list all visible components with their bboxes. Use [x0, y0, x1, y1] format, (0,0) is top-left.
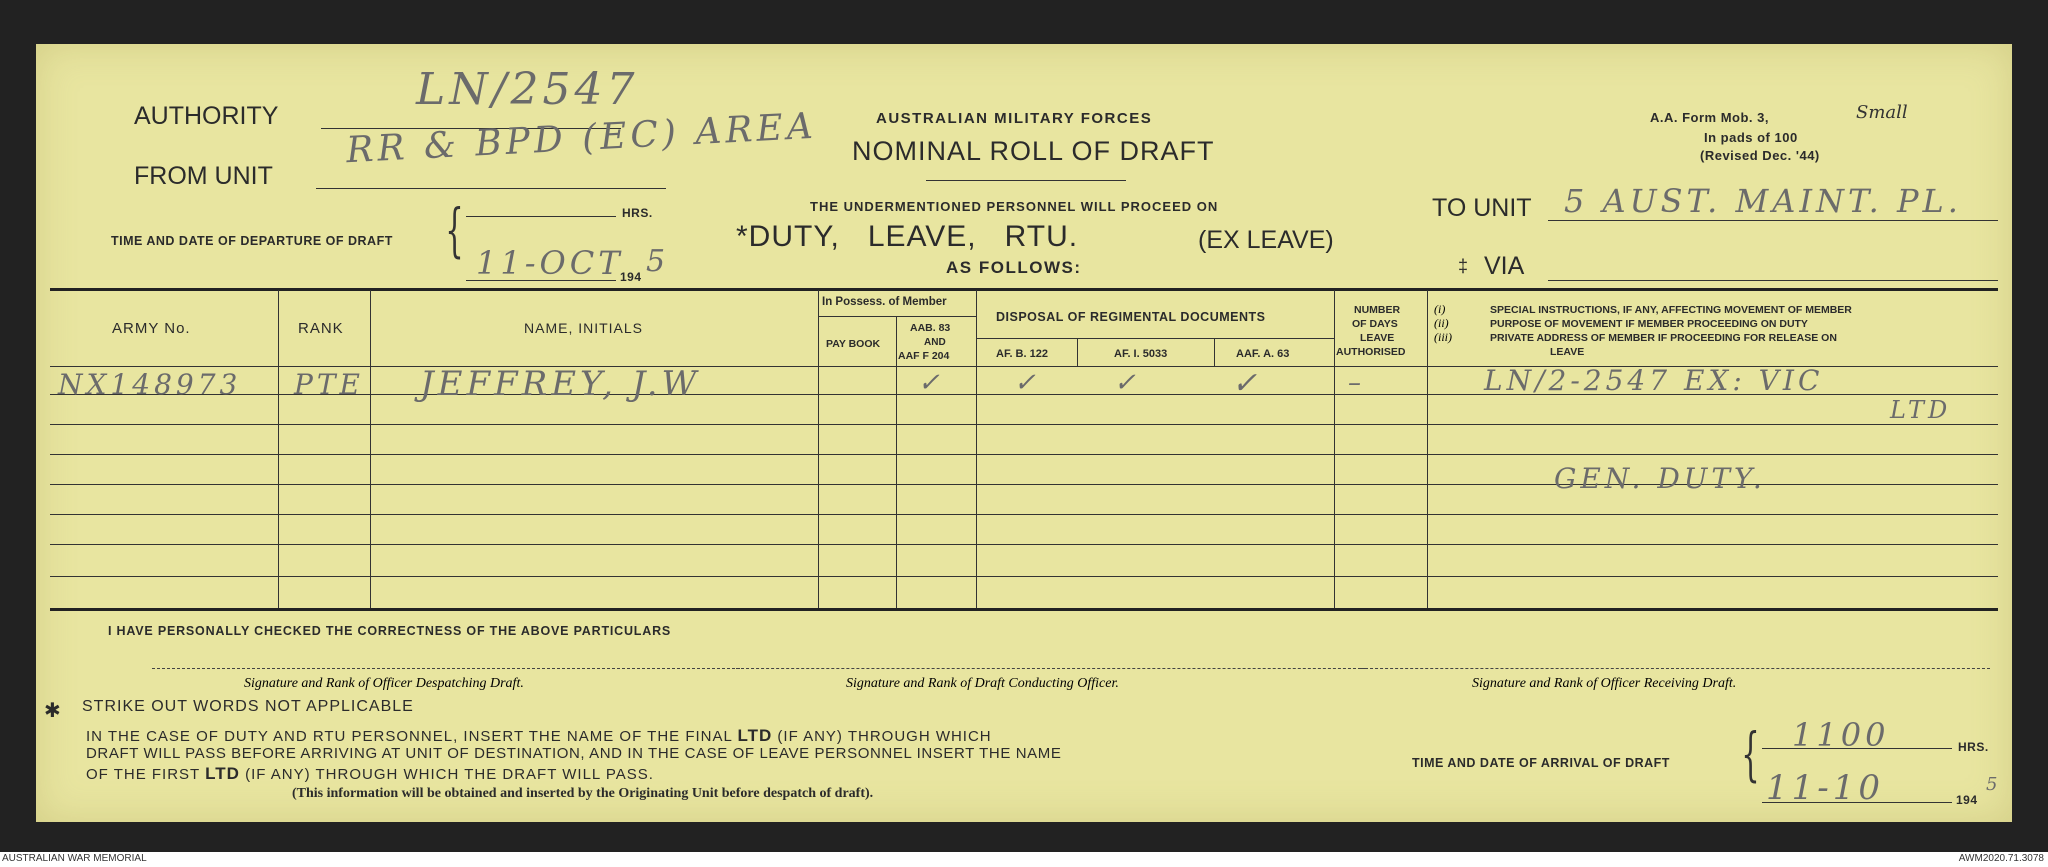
- header-aab83: AAB. 83: [910, 322, 951, 334]
- from-unit-value: RR & BPD (EC) AREA: [345, 105, 818, 172]
- cell-army-no: NX148973: [58, 368, 242, 401]
- header-instr-2: PURPOSE OF MOVEMENT IF MEMBER PROCEEDING ON DUTY: [1490, 318, 1808, 330]
- instruction-para-1a: IN THE CASE OF DUTY AND RTU PERSONNEL, INSERT THE NAME OF THE FINAL: [86, 728, 733, 745]
- cell-afb122: ✓: [1014, 368, 1040, 398]
- col-line: [278, 290, 279, 608]
- cell-purpose: GEN. DUTY.: [1554, 462, 1766, 495]
- form-number: A.A. Form Mob. 3,: [1650, 110, 1769, 125]
- departure-hrs: HRS.: [622, 206, 653, 220]
- col-line: [896, 316, 897, 608]
- header-instr-3: PRIVATE ADDRESS OF MEMBER IF PROCEEDING FOR RELEASE ON: [1490, 332, 1837, 344]
- cell-aafa63: ✓: [1232, 366, 1262, 401]
- arrival-label: TIME AND DATE OF ARRIVAL OF DRAFT: [1412, 756, 1670, 770]
- cell-name: JEFFREY, J.W: [420, 364, 701, 404]
- header-army-no: ARMY No.: [112, 320, 191, 337]
- ex-leave: (EX LEAVE): [1198, 226, 1334, 254]
- roman-ii: (ii): [1434, 316, 1449, 330]
- via-label: VIA: [1484, 252, 1525, 280]
- arrival-date: 11-10: [1766, 768, 1885, 808]
- row-line: [50, 454, 1998, 455]
- header-rank: RANK: [298, 320, 344, 337]
- header-aaf: AAF F 204: [898, 350, 950, 362]
- header-pay-book: PAY BOOK: [826, 338, 881, 350]
- cell-afi5033: ✓: [1114, 368, 1140, 398]
- form-pads: In pads of 100: [1704, 130, 1798, 145]
- cell-instructions: LN/2-2547 EX: VIC: [1484, 364, 1824, 397]
- col-line: [818, 290, 819, 608]
- from-unit-line: [316, 188, 666, 189]
- arrival-year-digit: 5: [1986, 774, 2002, 795]
- roman-iii: (iii): [1434, 330, 1452, 344]
- instruction-para-3b: (IF ANY) THROUGH WHICH THE DRAFT WILL PASS.: [245, 766, 654, 783]
- proceed-line: THE UNDERMENTIONED PERSONNEL WILL PROCEED ON: [810, 199, 1219, 214]
- departure-date: 11-OCT: [476, 244, 624, 282]
- via-mark: ‡: [1458, 256, 1469, 276]
- header-in-possess: In Possess. of Member: [822, 296, 947, 308]
- signature-line-conducting: [736, 668, 1366, 669]
- header-aafa63: AAF. A. 63: [1236, 348, 1290, 360]
- cell-instructions-ltd: LTD: [1890, 396, 1952, 424]
- star-icon: ✱: [44, 700, 61, 722]
- authority-label: AUTHORITY: [134, 102, 279, 130]
- title-underline: [926, 180, 1126, 181]
- header-days-4: AUTHORISED: [1336, 346, 1406, 358]
- duty-options: *DUTY, LEAVE, RTU.: [736, 220, 1079, 253]
- header-name: NAME, INITIALS: [524, 320, 644, 336]
- checked-statement: I HAVE PERSONALLY CHECKED THE CORRECTNESS OF THE ABOVE PARTICULARS: [108, 624, 672, 638]
- header-afi5033: AF. I. 5033: [1114, 348, 1168, 360]
- arrival-hrs: HRS.: [1958, 740, 1989, 754]
- header-instr-1: SPECIAL INSTRUCTIONS, IF ANY, AFFECTING MOVEMENT OF MEMBER: [1490, 304, 1852, 316]
- ltd-mark-2: LTD: [205, 764, 240, 783]
- row-line: [50, 576, 1998, 577]
- via-line: [1548, 280, 1998, 281]
- form-revised: (Revised Dec. '44): [1700, 148, 1820, 163]
- col-line: [370, 290, 371, 608]
- instruction-para-3: [86, 764, 654, 784]
- table-bottom-rule: [50, 608, 1998, 611]
- table-top-rule: [50, 288, 1998, 291]
- as-follows: AS FOLLOWS:: [946, 258, 1082, 277]
- header-days-1: NUMBER: [1354, 304, 1401, 316]
- archive-footer: [0, 852, 2048, 867]
- departure-brace: {: [445, 196, 464, 264]
- document-form: [36, 44, 2012, 822]
- cell-rank: PTE: [294, 368, 364, 401]
- strike-out-note: STRIKE OUT WORDS NOT APPLICABLE: [82, 698, 414, 715]
- possess-sub-rule: [818, 316, 976, 317]
- signature-receiving: Signature and Rank of Officer Receiving Draft.: [1472, 676, 1737, 691]
- arrival-brace: {: [1741, 720, 1760, 788]
- instruction-para-1b: (IF ANY) THROUGH WHICH: [777, 728, 992, 745]
- header-disposal: DISPOSAL OF REGIMENTAL DOCUMENTS: [996, 310, 1266, 324]
- row-line: [50, 544, 1998, 545]
- to-unit-line: [1548, 220, 1998, 221]
- to-unit-value: 5 AUST. MAINT. PL.: [1564, 182, 1962, 220]
- arrival-time: 1100: [1792, 716, 1890, 754]
- form-title: NOMINAL ROLL OF DRAFT: [852, 136, 1215, 166]
- authority-value: LN/2547: [416, 64, 639, 115]
- header-days-2: OF DAYS: [1352, 318, 1398, 330]
- col-line: [1427, 290, 1428, 608]
- departure-hrs-line: [466, 216, 616, 217]
- instruction-para-2: DRAFT WILL PASS BEFORE ARRIVING AT UNIT OF DESTINATION, AND IN THE CASE OF LEAVE PERSONNEL INSERT THE NAME: [86, 745, 1062, 762]
- signature-line-despatching: [152, 668, 740, 669]
- instruction-para-4: (This information will be obtained and inserted by the Originating Unit before despatch of draft).: [292, 786, 874, 801]
- to-unit-label: TO UNIT: [1432, 194, 1532, 222]
- roman-i: (i): [1434, 302, 1446, 316]
- row-line: [50, 424, 1998, 425]
- instruction-para-1: [86, 726, 992, 746]
- col-line: [1077, 338, 1078, 366]
- instruction-para-3a: OF THE FIRST: [86, 766, 200, 783]
- row-line: [50, 514, 1998, 515]
- signature-line-receiving: [1360, 668, 1990, 669]
- ltd-mark: LTD: [737, 726, 773, 745]
- footer-right: AWM2020.71.3078: [1958, 853, 2044, 864]
- from-unit-label: FROM UNIT: [134, 162, 273, 190]
- cell-days: –: [1348, 368, 1365, 398]
- footer-left: AUSTRALIAN WAR MEMORIAL: [2, 853, 147, 864]
- departure-year: 194: [620, 270, 642, 284]
- header-days-3: LEAVE: [1360, 332, 1395, 344]
- col-line: [1334, 290, 1335, 608]
- form-size: Small: [1856, 102, 1908, 123]
- departure-label: TIME AND DATE OF DEPARTURE OF DRAFT: [111, 234, 393, 248]
- disposal-sub-rule: [976, 338, 1334, 339]
- header-afb122: AF. B. 122: [996, 348, 1048, 360]
- cell-aab: ✓: [918, 368, 944, 398]
- col-line: [1214, 338, 1215, 366]
- org-name: AUSTRALIAN MILITARY FORCES: [876, 110, 1153, 127]
- arrival-year: 194: [1956, 793, 1978, 807]
- header-and: AND: [924, 337, 946, 348]
- signature-conducting: Signature and Rank of Draft Conducting Officer.: [846, 676, 1119, 691]
- signature-despatching: Signature and Rank of Officer Despatching Draft.: [244, 676, 524, 691]
- departure-year-digit: 5: [646, 244, 670, 279]
- header-instr-3b: LEAVE: [1550, 346, 1585, 358]
